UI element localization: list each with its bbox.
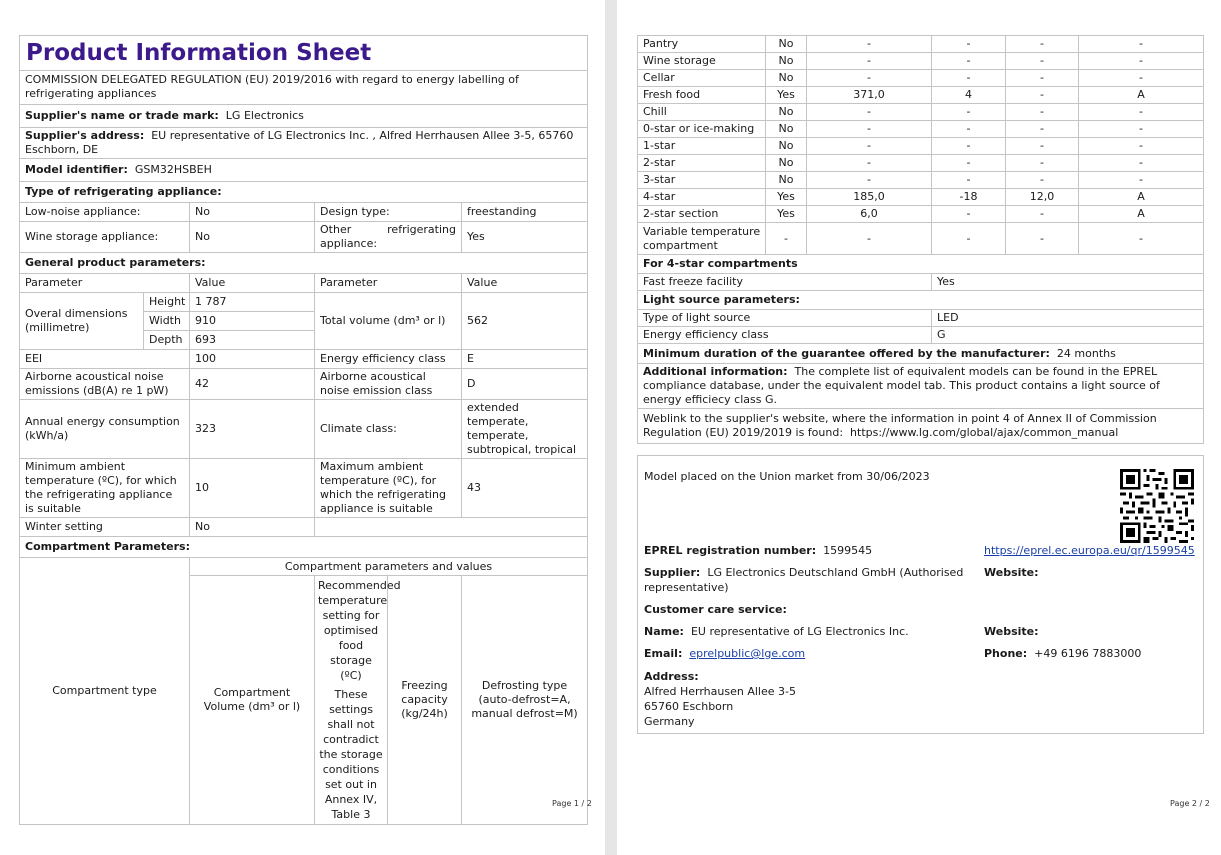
eei-value: 100 (190, 350, 315, 369)
width-value: 910 (190, 312, 315, 331)
compartment-name-cell: 2-star (638, 155, 766, 172)
supplier-label: Supplier: (644, 566, 701, 579)
extra-info-table (637, 254, 1204, 444)
winter-label: Winter setting (20, 518, 190, 537)
compartment-temp-cell: - (932, 223, 1006, 255)
compartment-freezing-cell: - (1006, 104, 1079, 121)
phone-value: +49 6196 7883000 (1034, 647, 1142, 660)
compartment-temp-cell: - (932, 70, 1006, 87)
guarantee-row (638, 344, 1204, 364)
email-link[interactable]: eprelpublic@lge.com (689, 647, 806, 660)
compartment-volume-cell: - (807, 53, 932, 70)
weblink-row (638, 409, 1204, 444)
compartment-present-cell: Yes (766, 206, 807, 223)
compartment-heading: Compartment Parameters: (20, 537, 588, 558)
compartment-volume-cell: 6,0 (807, 206, 932, 223)
supplier-name-label: Supplier's name or trade mark: (25, 109, 219, 122)
defrosting-header: Defrosting type (auto-defrost=A, manual defrost=M) (462, 576, 588, 825)
depth-value: 693 (190, 331, 315, 350)
compartment-name-cell: 3-star (638, 172, 766, 189)
height-label: Height (144, 293, 190, 312)
compartment-present-cell: No (766, 138, 807, 155)
weblink-text: Weblink to the supplier's website, where the information in point 4 of Annex II of Commission Regulation (EU) 2019/2019 is found: (643, 412, 1157, 439)
noise-class-label: Airborne acoustical noise emission class (315, 369, 462, 400)
address-line-3: Germany (644, 715, 695, 728)
compartment-defrost-cell: - (1079, 155, 1204, 172)
compartment-name-cell: Chill (638, 104, 766, 121)
compartment-freezing-cell: - (1006, 223, 1079, 255)
name-row (644, 624, 909, 639)
compartment-present-cell: Yes (766, 189, 807, 206)
compartment-defrost-cell: - (1079, 121, 1204, 138)
annual-energy-value: 323 (190, 400, 315, 459)
compartment-volume-header: Compartment Volume (dm³ or l) (190, 576, 315, 825)
noise-label: Airborne acoustical noise emissions (dB(A) re 1 pW) (20, 369, 190, 400)
regulation-text: COMMISSION DELEGATED REGULATION (EU) 2019/2016 with regard to energy labelling of refrigerating appliances (20, 71, 588, 105)
customer-care-label: Customer care service: (644, 603, 787, 616)
compartment-freezing-cell: 12,0 (1006, 189, 1079, 206)
compartment-defrost-cell: - (1079, 223, 1204, 255)
compartment-name-cell: Fresh food (638, 87, 766, 104)
email-label: Email: (644, 647, 683, 660)
compartment-volume-cell: - (807, 121, 932, 138)
freezing-capacity-header: Freezing capacity (kg/24h) (388, 576, 462, 825)
model-identifier-row (20, 159, 588, 182)
compartment-present-cell: No (766, 104, 807, 121)
compartment-volume-cell: - (807, 138, 932, 155)
email-row (644, 646, 805, 661)
name-value: EU representative of LG Electronics Inc. (690, 625, 909, 638)
compartment-freezing-cell: - (1006, 172, 1079, 189)
compartment-row (638, 36, 1204, 53)
supplier-row (644, 565, 976, 595)
energy-class-value: E (462, 350, 588, 369)
compartment-freezing-cell: - (1006, 87, 1079, 104)
compartment-defrost-cell: A (1079, 206, 1204, 223)
max-ambient-value: 43 (462, 459, 588, 518)
compartment-freezing-cell: - (1006, 121, 1079, 138)
compartment-row (638, 172, 1204, 189)
low-noise-value: No (190, 203, 315, 222)
compartment-freezing-cell: - (1006, 138, 1079, 155)
compartment-temp-cell: - (932, 172, 1006, 189)
compartment-defrost-cell: - (1079, 138, 1204, 155)
compartment-row (638, 121, 1204, 138)
compartment-volume-cell: - (807, 155, 932, 172)
light-type-value: LED (932, 310, 1204, 327)
compartment-present-cell: No (766, 121, 807, 138)
value-header-2: Value (462, 274, 588, 293)
additional-info-value: The complete list of equivalent models can be found in the EPREL compliance database, under the equivalent model tab. This product contains a light source of energy efficiecy class G. (643, 365, 1160, 406)
type-heading: Type of refrigerating appliance: (20, 182, 588, 203)
compartment-present-cell: No (766, 70, 807, 87)
compartment-present-cell: No (766, 155, 807, 172)
general-heading: General product parameters: (20, 253, 588, 274)
compartment-defrost-cell: - (1079, 36, 1204, 53)
compartment-row (638, 223, 1204, 255)
weblink-url: https://www.lg.com/global/ajax/common_manual (850, 426, 1119, 439)
market-text: Model placed on the Union market from 30/06/2023 (644, 470, 930, 483)
compartment-row (638, 206, 1204, 223)
compartment-temp-cell: 4 (932, 87, 1006, 104)
compartment-volume-cell: - (807, 223, 932, 255)
page-title: Product Information Sheet (20, 36, 588, 71)
compartment-present-cell: No (766, 172, 807, 189)
fast-freeze-value: Yes (932, 274, 1204, 291)
noise-class-value: D (462, 369, 588, 400)
compartment-name-cell: Wine storage (638, 53, 766, 70)
empty-cell (315, 518, 588, 537)
compartment-freezing-cell: - (1006, 36, 1079, 53)
compartment-temp-cell: - (932, 104, 1006, 121)
value-header-1: Value (190, 274, 315, 293)
total-volume-label: Total volume (dm³ or l) (315, 293, 462, 350)
light-type-label: Type of light source (638, 310, 932, 327)
supplier-address-label: Supplier's address: (25, 129, 145, 142)
phone-row (984, 646, 1141, 661)
recommended-temp-header (315, 576, 401, 825)
eprel-box (637, 455, 1204, 734)
guarantee-value: 24 months (1056, 346, 1116, 360)
address-label: Address: (644, 670, 699, 683)
min-ambient-value: 10 (190, 459, 315, 518)
wine-storage-label: Wine storage appliance: (20, 222, 190, 253)
recommended-temp-text: Recommended temperature setting for optimised food storage (ºC) (318, 579, 401, 682)
min-ambient-label: Minimum ambient temperature (ºC), for which the refrigerating appliance is suitable (20, 459, 190, 518)
qr-code-icon[interactable] (1120, 469, 1194, 543)
supplier-address-value: EU representative of LG Electronics Inc. , Alfred Herrhausen Allee 3-5, 65760 Eschborn, DE (25, 129, 574, 156)
height-value: 1 787 (190, 293, 315, 312)
compartment-defrost-cell: A (1079, 87, 1204, 104)
compartment-freezing-cell: - (1006, 206, 1079, 223)
compartment-defrost-cell: - (1079, 172, 1204, 189)
eprel-label: EPREL registration number: (644, 544, 817, 557)
compartment-temp-cell: - (932, 206, 1006, 223)
compartment-present-cell: - (766, 223, 807, 255)
eprel-row (644, 543, 872, 558)
noise-value: 42 (190, 369, 315, 400)
fast-freeze-label: Fast freeze facility (638, 274, 932, 291)
compartment-temp-cell: - (932, 121, 1006, 138)
page-number-2: Page 2 / 2 (1170, 799, 1210, 808)
website-label-2: Website: (984, 625, 1039, 638)
compartment-freezing-cell: - (1006, 155, 1079, 172)
compartment-present-cell: Yes (766, 87, 807, 104)
other-appliance-value: Yes (462, 222, 588, 253)
depth-label: Depth (144, 331, 190, 350)
compartment-volume-cell: - (807, 36, 932, 53)
compartment-temp-cell: - (932, 53, 1006, 70)
other-appliance-label: Other refrigerating appliance: (315, 222, 462, 253)
model-identifier-value: GSM32HSBEH (134, 163, 212, 176)
compartment-defrost-cell: - (1079, 70, 1204, 87)
compartment-defrost-cell: A (1079, 189, 1204, 206)
compartment-name-cell: 4-star (638, 189, 766, 206)
compartment-freezing-cell: - (1006, 70, 1079, 87)
compartment-volume-cell: - (807, 70, 932, 87)
address-line-1: Alfred Herrhausen Allee 3-5 (644, 685, 796, 698)
eei-label: EEI (20, 350, 190, 369)
parameter-header-2: Parameter (315, 274, 462, 293)
width-label: Width (144, 312, 190, 331)
compartment-volume-cell: - (807, 104, 932, 121)
product-info-table (19, 35, 588, 558)
compartment-values-header: Compartment parameters and values (190, 558, 588, 576)
compartment-volume-cell: - (807, 172, 932, 189)
compartment-row (638, 189, 1204, 206)
dimensions-label: Overal dimensions (millimetre) (20, 293, 144, 350)
supplier-value: LG Electronics Deutschland GmbH (Authorised representative) (644, 566, 964, 594)
compartment-row (638, 70, 1204, 87)
max-ambient-label: Maximum ambient temperature (ºC), for which the refrigerating appliance is suitable (315, 459, 462, 518)
recommended-temp-note: These settings shall not contradict the storage conditions set out in Annex IV, Table 3 (319, 688, 383, 821)
wine-storage-value: No (190, 222, 315, 253)
phone-label: Phone: (984, 647, 1028, 660)
compartment-name-cell: 0-star or ice-making (638, 121, 766, 138)
additional-info-row (638, 364, 1204, 409)
compartment-temp-cell: - (932, 36, 1006, 53)
page-number-1: Page 1 / 2 (552, 799, 592, 808)
winter-value: No (190, 518, 315, 537)
light-heading: Light source parameters: (638, 291, 1204, 310)
total-volume-value: 562 (462, 293, 588, 350)
guarantee-label: Minimum duration of the guarantee offered by the manufacturer: (643, 346, 1050, 360)
page-1 (19, 35, 587, 825)
model-identifier-label: Model identifier: (25, 163, 128, 176)
supplier-name-value: LG Electronics (225, 109, 304, 122)
compartment-name-cell: 2-star section (638, 206, 766, 223)
compartment-row (638, 155, 1204, 172)
page-2 (637, 35, 1204, 734)
compartment-table (637, 35, 1204, 255)
compartment-name-cell: Cellar (638, 70, 766, 87)
four-star-heading: For 4-star compartments (638, 255, 1204, 274)
compartment-present-cell: No (766, 53, 807, 70)
compartment-row (638, 53, 1204, 70)
design-type-value: freestanding (462, 203, 588, 222)
design-type-label: Design type: (315, 203, 462, 222)
supplier-address-row (20, 128, 588, 159)
light-class-label: Energy efficiency class (638, 327, 932, 344)
compartment-present-cell: No (766, 36, 807, 53)
compartment-name-cell: Pantry (638, 36, 766, 53)
compartment-type-header: Compartment type (20, 558, 190, 825)
supplier-name-row (20, 105, 588, 128)
compartment-header-table (19, 557, 588, 825)
website-label-1: Website: (984, 566, 1039, 579)
climate-label: Climate class: (315, 400, 462, 459)
compartment-volume-cell: 371,0 (807, 87, 932, 104)
compartment-temp-cell: - (932, 155, 1006, 172)
compartment-row (638, 138, 1204, 155)
compartment-defrost-cell: - (1079, 104, 1204, 121)
compartment-row (638, 87, 1204, 104)
compartment-defrost-cell: - (1079, 53, 1204, 70)
compartment-temp-cell: -18 (932, 189, 1006, 206)
address-line-2: 65760 Eschborn (644, 700, 734, 713)
climate-value: extended temperate, temperate, subtropical, tropical (462, 400, 588, 459)
name-label: Name: (644, 625, 684, 638)
energy-class-label: Energy efficiency class (315, 350, 462, 369)
compartment-freezing-cell: - (1006, 53, 1079, 70)
parameter-header-1: Parameter (20, 274, 190, 293)
light-class-value: G (932, 327, 1204, 344)
low-noise-label: Low-noise appliance: (20, 203, 190, 222)
additional-info-label: Additional information: (643, 365, 788, 378)
annual-energy-label: Annual energy consumption (kWh/a) (20, 400, 190, 459)
eprel-link[interactable]: https://eprel.ec.europa.eu/qr/1599545 (984, 544, 1195, 557)
compartment-name-cell: 1-star (638, 138, 766, 155)
compartment-name-cell: Variable temperature compartment (638, 223, 766, 255)
eprel-number: 1599545 (823, 544, 873, 557)
compartment-row (638, 104, 1204, 121)
page-gutter (605, 0, 617, 855)
compartment-temp-cell: - (932, 138, 1006, 155)
compartment-volume-cell: 185,0 (807, 189, 932, 206)
